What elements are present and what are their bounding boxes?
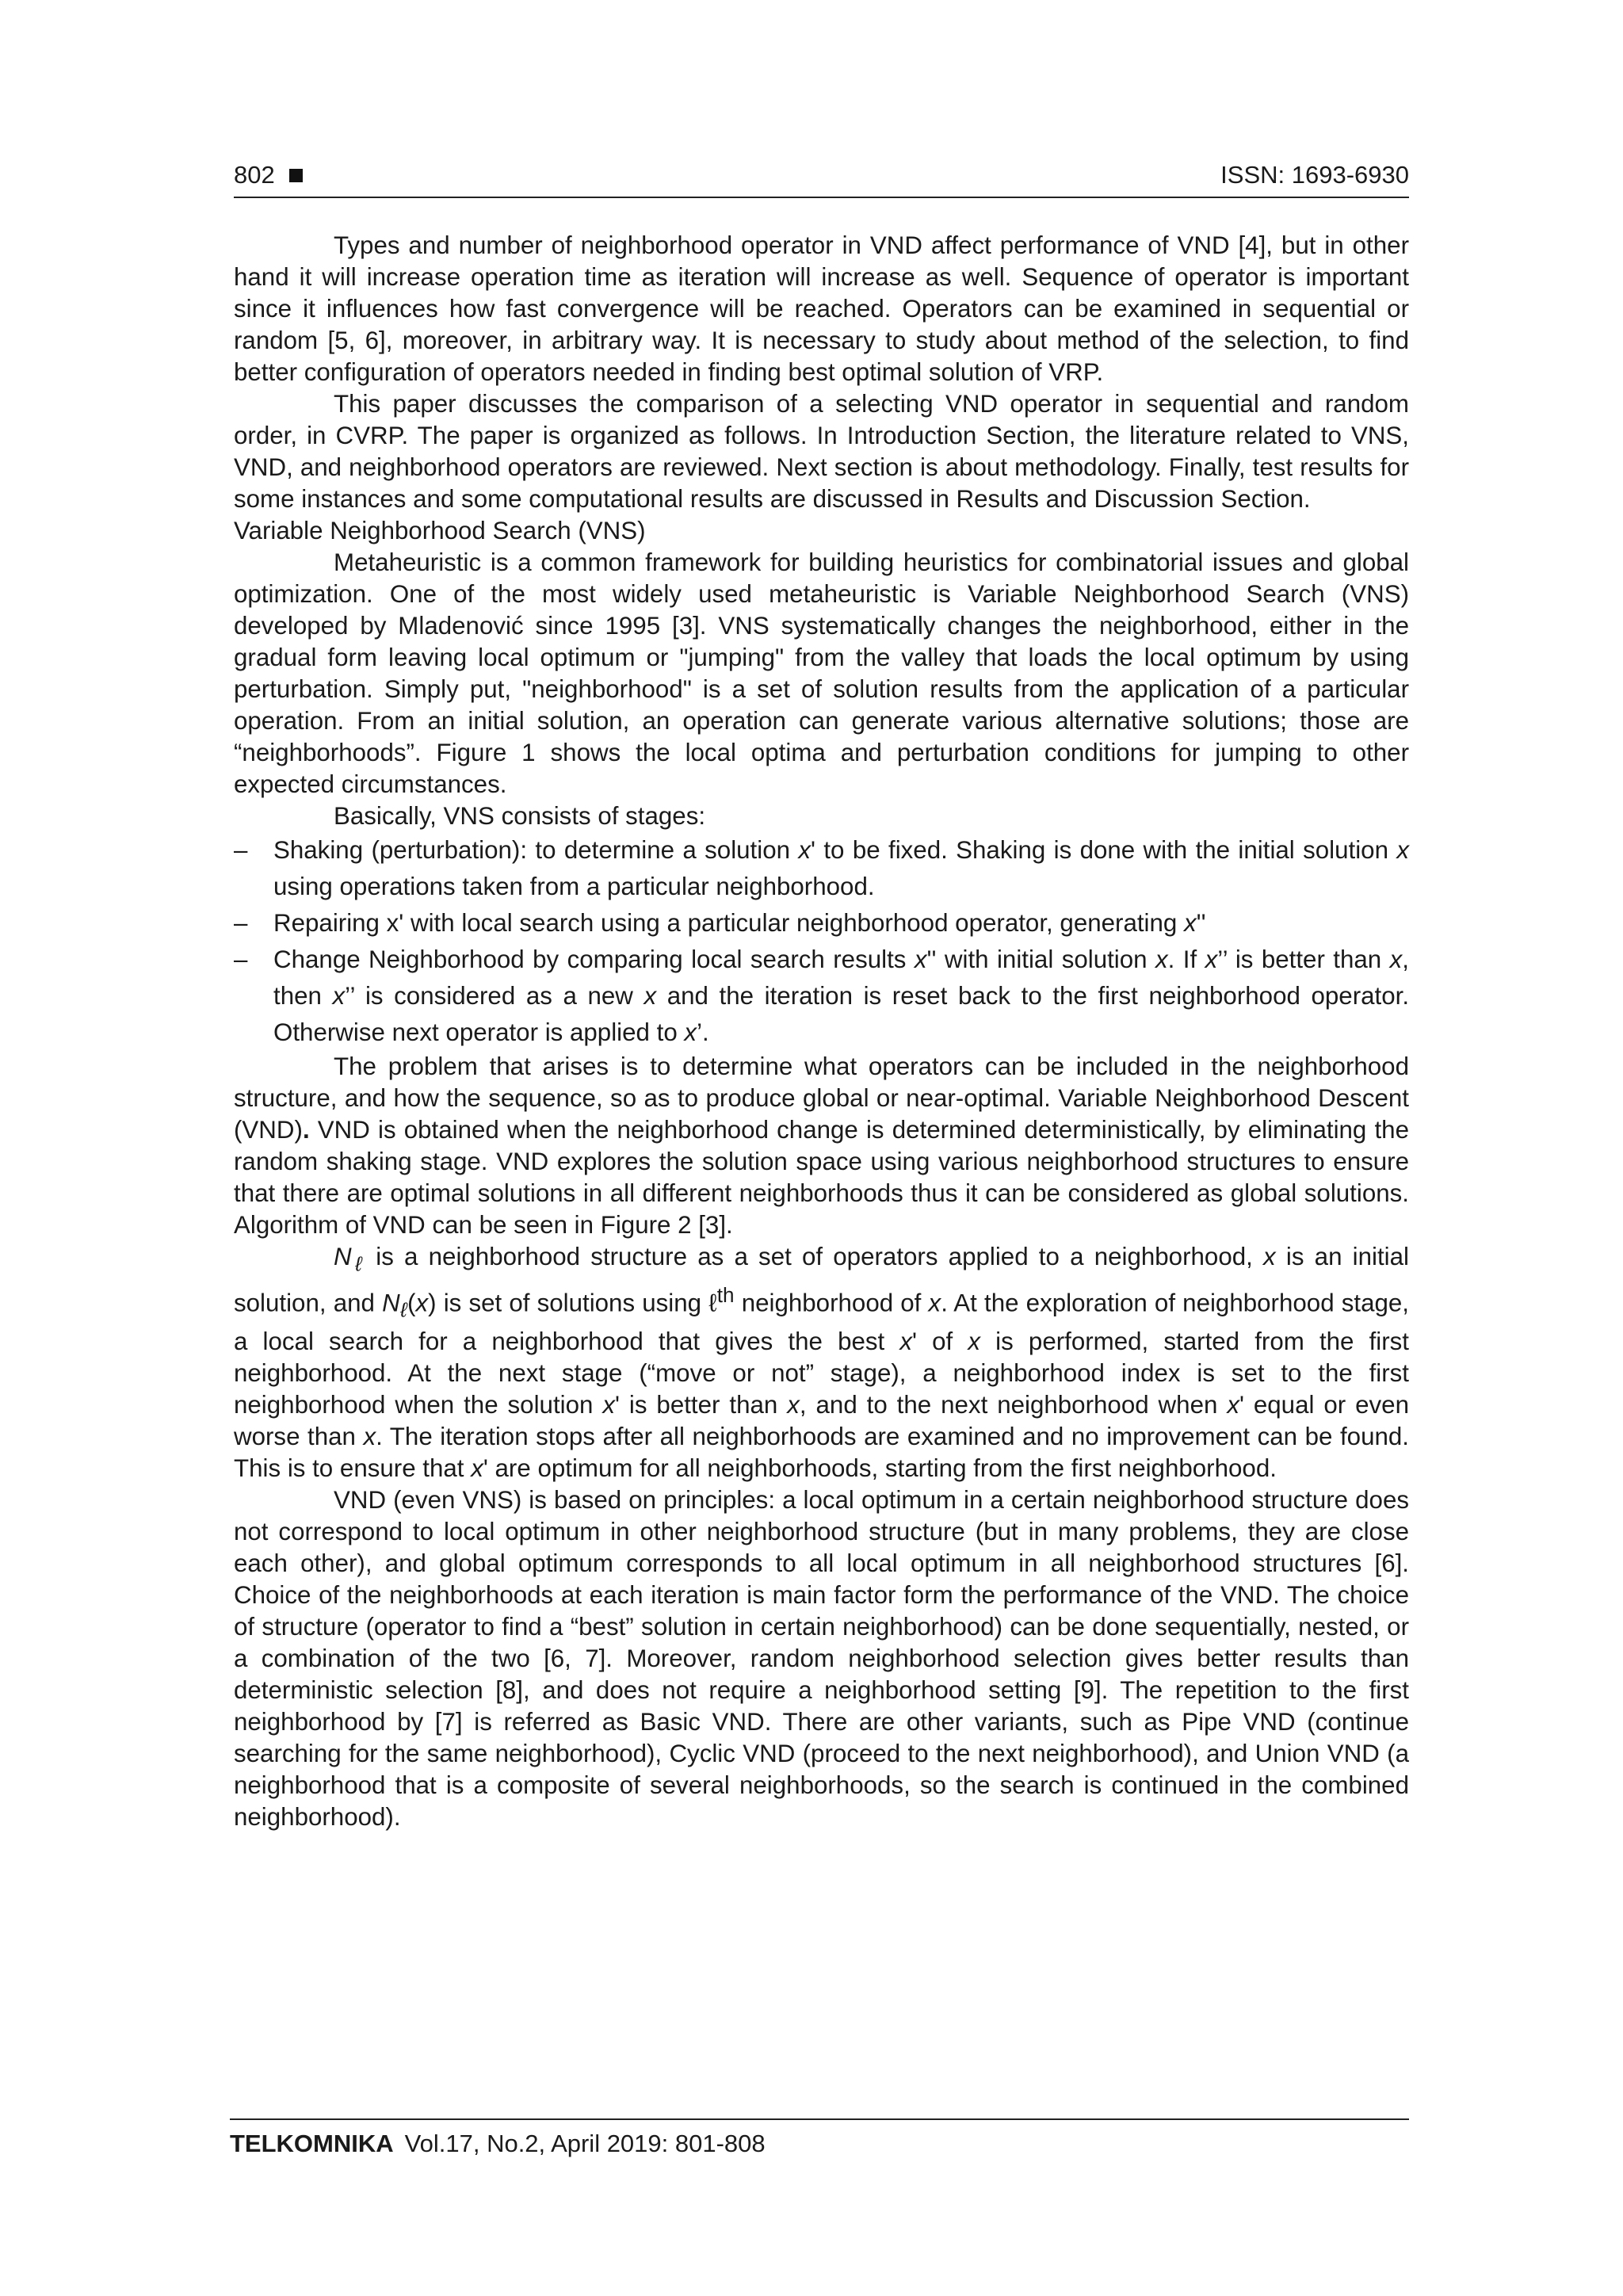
paragraph-1: Types and number of neighborhood operator in VND affect performance of VND [4], but in other hand it will increase operation time as iteration will increase as well. Sequence of operator is important since it influences how fast convergence will be reached. Operators can be examined in sequential or random [5, 6], moreover, in arbitrary way. It is necessary to study about method of the selection, to find better configuration of operators needed in finding best optimal solution of VRP. bbox=[234, 231, 1409, 386]
list-item-shaking: – Shaking (perturbation): to determine a solution x' to be fixed. Shaking is done with the initial solution x using operations taken from a particular neighborhood. bbox=[273, 832, 1409, 905]
journal-citation: Vol.17, No.2, April 2019: 801-808 bbox=[404, 2130, 766, 2157]
page-footer bbox=[230, 2118, 1409, 2161]
page-number-group bbox=[234, 154, 303, 197]
paragraph-2: This paper discusses the comparison of a selecting VND operator in sequential and random order, in CVRP. The paper is organized as follows. In Introduction Section, the literature related to VNS, VND, and neighborhood operators are reviewed. Next section is about methodology. Finally, test results for some instances and some computational results are discussed in Results and Discussion Section. bbox=[234, 390, 1409, 513]
paragraph-3: Metaheuristic is a common framework for building heuristics for combinatorial issues and global optimization. One of the most widely used metaheuristic is Variable Neighborhood Search (VNS) developed by Mladenović since 1995 [3]. VNS systematically changes the neighborhood, either in the gradual form leaving local optimum or "jumping" from the valley that loads the local optimum by using perturbation. Simply put, "neighborhood" is a set of solution results from the application of a particular operation. From an initial solution, an operation can generate various alternative solutions; those are “neighborhoods”. Figure 1 shows the local optima and perturbation conditions for jumping to other expected circumstances. bbox=[234, 548, 1409, 798]
journal-name: TELKOMNIKA bbox=[230, 2130, 394, 2157]
square-bullet-icon bbox=[289, 169, 303, 182]
section-heading-vns: Variable Neighborhood Search (VNS) bbox=[234, 517, 646, 544]
paragraph-7: VND (even VNS) is based on principles: a local optimum in a certain neighborhood structure does not correspond to local optimum in other neighborhood structure (but in many problems, they are close each other), and global optimum corresponds to all local optimum in all neighborhood structures [6]. Choice of the neighborhoods at each iteration is main factor form the performance of the VND. The choice of structure (operator to find a “best” solution in certain neighborhood) can be done sequentially, nested, or a combination of the two [6, 7]. Moreover, random neighborhood selection gives better results than deterministic selection [8], and does not require a neighborhood setting [9]. The repetition to the first neighborhood by [7] is referred as Basic VND. There are other variants, such as Pipe VND (continue searching for the same neighborhood), Cyclic VND (proceed to the next neighborhood), and Union VND (a neighborhood that is a composite of several neighborhoods, so the search is continued in the combined neighborhood). bbox=[234, 1485, 1409, 1831]
list-item-change-neighborhood: – Change Neighborhood by comparing local search results x'' with initial solution x. If x’’ is better than x, then x’’ is considered as a new x and the iteration is reset back to the first neighborhood operator. Otherwise next operator is applied to x’. bbox=[273, 942, 1409, 1051]
paragraph-5: The problem that arises is to determine what operators can be included in the neighborhood structure, and how the sequence, so as to produce global or near-optimal. Variable Neighborhood Descent (VND). VND is obtained when the neighborhood change is determined deterministically, by eliminating the random shaking stage. VND explores the solution space using various neighborhood structures to ensure that there are optimal solutions in all different neighborhoods thus it can be considered as global solutions. Algorithm of VND can be seen in Figure 2 [3]. bbox=[234, 1052, 1409, 1239]
vns-stages-list bbox=[234, 832, 1409, 1051]
issn: ISSN: 1693-6930 bbox=[1220, 161, 1409, 189]
paragraph-4: Basically, VNS consists of stages: bbox=[334, 802, 706, 830]
list-item-repairing: – Repairing x' with local search using a particular neighborhood operator, generating x'' bbox=[273, 905, 1409, 942]
page-body bbox=[234, 230, 1409, 1833]
paragraph-6: $N_\ell$ is a neighborhood structure as a set of operators applied to a neighborhood, x is an initial solution, and $N_\ell(x)$ is set of solutions using ℓ$^{th}$ neighborhood of x. At the exploration of neighborhood stage, a local search for a neighborhood that gives the best x' of x is performed, started from the first neighborhood. At the next stage (“move or not” stage), a neighborhood index is set to the first neighborhood when the solution x' is better than x, and to the next neighborhood when x' equal or even worse than x. The iteration stops after all neighborhoods are examined and no improvement can be found. This is to ensure that x' are optimum for all neighborhoods, starting from the first neighborhood. bbox=[234, 1243, 1410, 1482]
page-header bbox=[234, 154, 1409, 198]
page-number: 802 bbox=[234, 161, 275, 189]
